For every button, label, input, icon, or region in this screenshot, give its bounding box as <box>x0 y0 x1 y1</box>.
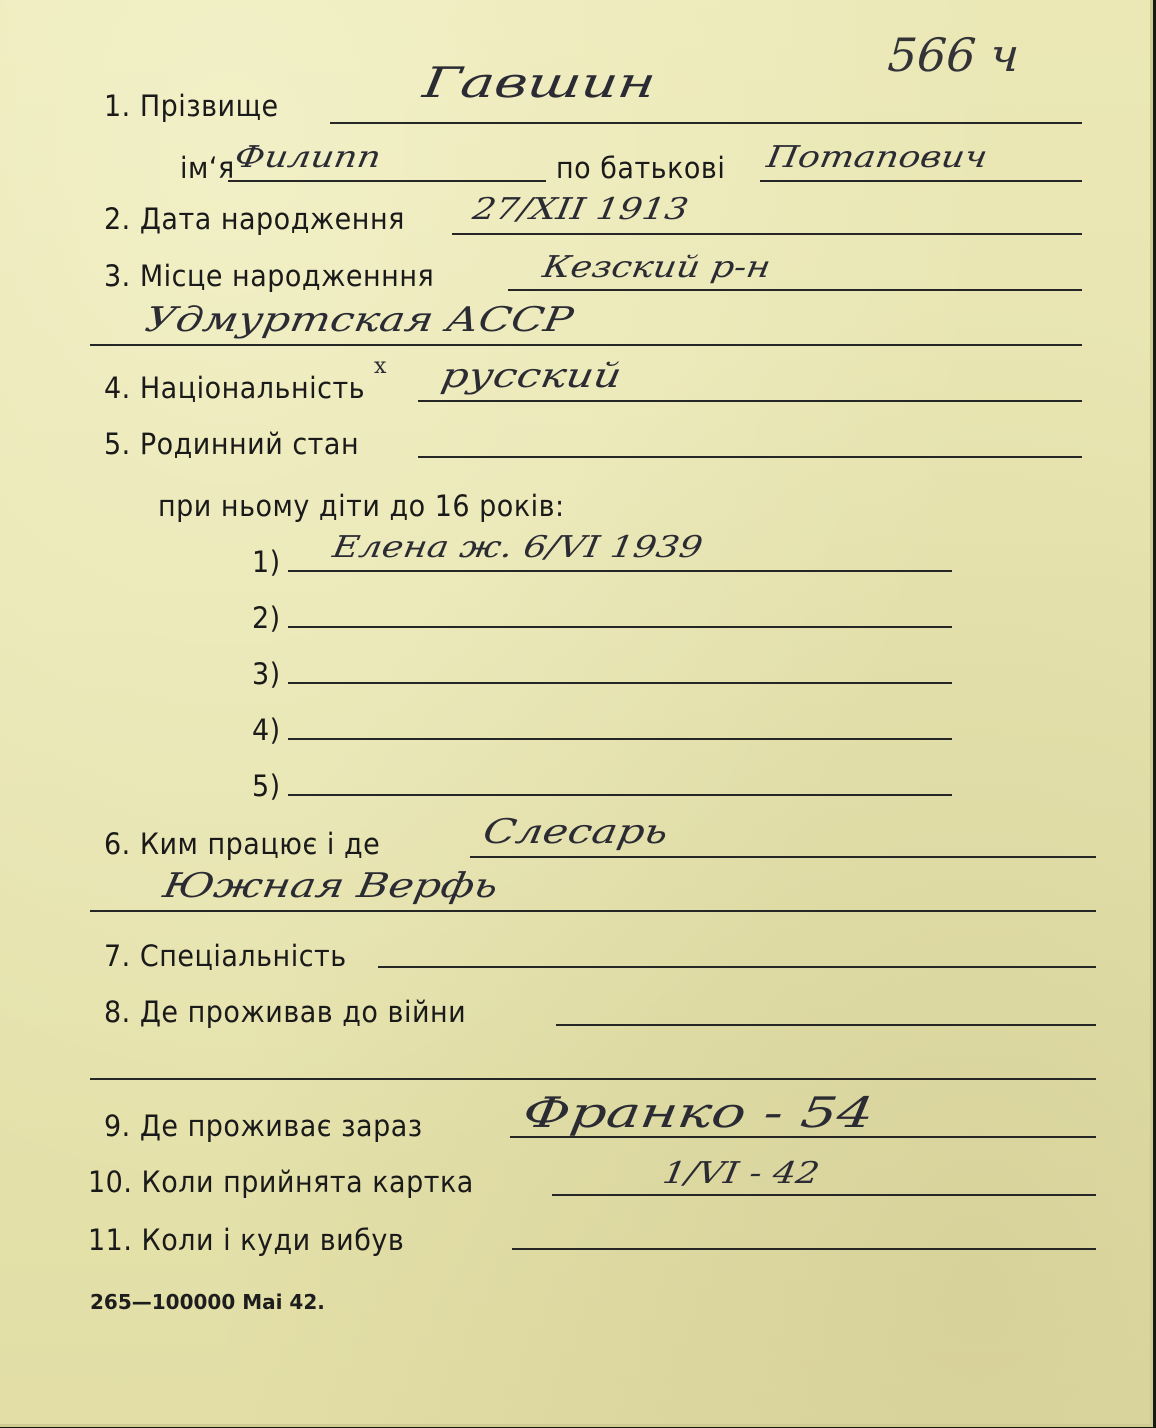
birth-place-value-1: Кезский р-н <box>540 250 774 285</box>
prewar-residence-line-2 <box>90 1078 1096 1080</box>
first-name-label: ім‘я <box>180 152 235 186</box>
occupation-label: 6. Ким працює і де <box>104 828 381 862</box>
marital-status-label: 5. Родинний стан <box>104 428 360 462</box>
occupation-value-2: Южная Верфь <box>160 866 502 906</box>
occupation-value-1: Слесарь <box>480 812 672 852</box>
child-2-num: 2) <box>252 602 281 636</box>
birth-place-value-2: Удмуртская АССР <box>142 300 577 340</box>
departure-label: 11. Коли і куди вибув <box>88 1224 405 1258</box>
prewar-residence-line-1 <box>556 1024 1096 1026</box>
child-3-num: 3) <box>252 658 281 692</box>
print-code: 265—100000 Mai 42. <box>90 1290 325 1314</box>
current-residence-label: 9. Де проживає зараз <box>104 1110 423 1144</box>
birth-place-label: 3. Місце народженння <box>104 260 435 294</box>
birth-date-label: 2. Дата народження <box>104 203 405 237</box>
occupation-line-2 <box>90 910 1096 912</box>
birth-date-value: 27/XII 1913 <box>470 192 691 227</box>
archive-number: 566 ч <box>886 28 1021 82</box>
child-3-line <box>288 682 952 684</box>
patronymic-label: по батькові <box>556 152 726 186</box>
patronymic-line <box>760 180 1082 182</box>
patronymic-value: Потапович <box>764 140 990 175</box>
child-4-line <box>288 738 952 740</box>
birth-place-line-1 <box>508 289 1082 291</box>
occupation-line-1 <box>470 856 1096 858</box>
departure-line <box>512 1248 1096 1250</box>
nationality-line <box>418 400 1082 402</box>
birth-date-line <box>452 233 1082 235</box>
first-name-value: Филипп <box>232 140 384 175</box>
first-name-line <box>228 180 546 182</box>
current-residence-value: Франко - 54 <box>520 1088 877 1137</box>
child-1-line <box>288 570 952 572</box>
surname-value: Гавшин <box>420 58 659 107</box>
child-5-line <box>288 794 952 796</box>
nationality-value: русский <box>438 356 625 396</box>
nationality-label: 4. Національність <box>104 372 366 406</box>
surname-line <box>330 122 1082 124</box>
child-5-num: 5) <box>252 770 281 804</box>
specialty-label: 7. Спеціальність <box>104 940 347 974</box>
card-accepted-label: 10. Коли прийнята картка <box>88 1166 474 1200</box>
correction-mark: x <box>374 354 387 379</box>
card-accepted-line <box>552 1194 1096 1196</box>
prewar-residence-label: 8. Де проживав до війни <box>104 996 467 1030</box>
card-accepted-value: 1/VI - 42 <box>660 1156 823 1191</box>
child-1-num: 1) <box>252 546 281 580</box>
child-4-num: 4) <box>252 714 281 748</box>
marital-status-line <box>418 456 1082 458</box>
children-label: при ньому діти до 16 років: <box>158 490 565 524</box>
surname-label: 1. Прізвище <box>104 90 279 124</box>
child-1-value: Елена ж. 6/VI 1939 <box>330 530 706 565</box>
specialty-line <box>378 966 1096 968</box>
birth-place-line-2 <box>90 344 1082 346</box>
child-2-line <box>288 626 952 628</box>
